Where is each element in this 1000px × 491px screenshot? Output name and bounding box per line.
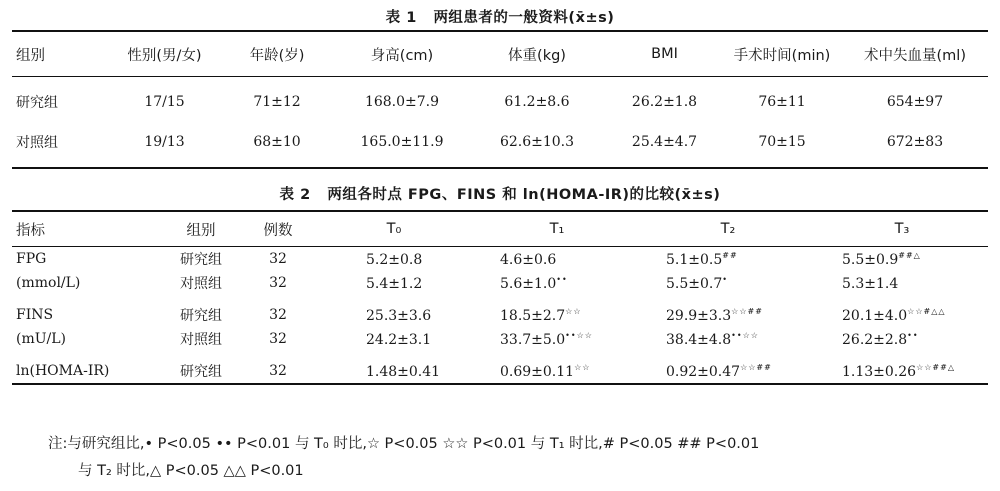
value-text: 20.1±4.0 (842, 307, 908, 324)
table1-cell: 61.2±8.6 (504, 94, 570, 110)
significance-mark: ☆☆#△△ (907, 306, 946, 316)
value-text: 0.92±0.47 (666, 363, 741, 380)
value-cell-t2 (640, 271, 816, 295)
table1-header-row (12, 31, 988, 77)
indicator-name: FPG (16, 251, 47, 267)
value-text: 1.13±0.26 (842, 363, 917, 380)
table2-header-row (12, 211, 988, 247)
value-cell-t1 (474, 295, 640, 327)
table1-caption-end: ±s) (585, 10, 615, 26)
value-text: 33.7±5.0 (500, 331, 566, 348)
table2-header-cell: T₀ (314, 211, 474, 247)
group-cell: 对照组 (180, 332, 222, 348)
table1-header-cell: 手术时间(min) (722, 31, 842, 77)
table2-row (12, 247, 988, 272)
value-cell-t1 (474, 271, 640, 295)
value-cell-t0 (314, 271, 474, 295)
value-cell-t2 (640, 247, 816, 272)
significance-mark: ••☆☆ (565, 330, 593, 340)
table1-header-cell: 身高(cm) (337, 31, 467, 77)
significance-mark: • (722, 274, 728, 284)
table1-cell: 672±83 (886, 134, 944, 150)
value-text: 5.5±0.7 (666, 275, 723, 292)
table1-header-cell: 体重(kg) (467, 31, 607, 77)
table1-cell: 研究组 (16, 95, 58, 111)
significance-mark: ☆☆ (565, 306, 582, 316)
value-cell-t3 (816, 271, 988, 295)
value-text: 5.1±0.5 (666, 251, 723, 268)
table1-cell: 71±12 (253, 94, 301, 110)
value-text: 29.9±3.3 (666, 307, 732, 324)
table1-cell: 26.2±1.8 (631, 94, 698, 110)
group-cell: 对照组 (180, 276, 222, 292)
group-cell: 研究组 (180, 252, 222, 268)
value-text: 18.5±2.7 (500, 307, 566, 324)
indicator-unit: (mmol/L) (16, 275, 81, 291)
table1-caption-text: 两组患者的一般资料( (433, 10, 576, 26)
value-cell-t3 (816, 351, 988, 384)
table2-row (12, 295, 988, 327)
significance-mark: ☆☆##△ (916, 362, 955, 372)
count-cell: 32 (269, 275, 287, 291)
table1-header-cell: 组别 (12, 31, 112, 77)
table2-header-cell: T₂ (640, 211, 816, 247)
significance-mark: ☆☆ (574, 362, 591, 372)
table2-caption-stat: x̄ (681, 187, 692, 203)
significance-mark: ## (722, 250, 738, 260)
value-text: 4.6±0.6 (500, 251, 557, 268)
significance-mark: •• (907, 330, 919, 340)
value-cell-t2 (640, 327, 816, 351)
count-cell: 32 (269, 251, 287, 267)
table1-cell: 165.0±11.9 (360, 134, 444, 150)
value-cell-t3 (816, 327, 988, 351)
table1-cell: 76±11 (758, 94, 806, 110)
value-text: 38.4±4.8 (666, 331, 732, 348)
table1-cell: 19/13 (144, 134, 185, 150)
table2-header-cell: T₁ (474, 211, 640, 247)
significance-mark: ☆☆## (731, 306, 763, 316)
table1-caption-stat: x̄ (575, 10, 586, 26)
table2-header-cell: 例数 (242, 211, 314, 247)
table2-header-cell: 组别 (160, 211, 242, 247)
value-text: 5.2±0.8 (366, 251, 423, 268)
value-cell-t1 (474, 351, 640, 384)
table1-cell: 70±15 (758, 134, 806, 150)
table2-caption-text: 两组各时点 FPG、FINS 和 ln(HOMA-IR)的比较( (327, 187, 682, 203)
value-text: 5.5±0.9 (842, 251, 899, 268)
value-cell-t0 (314, 247, 474, 272)
value-text: 24.2±3.1 (366, 331, 432, 348)
group-cell: 研究组 (180, 308, 222, 324)
indicator-name: ln(HOMA-IR) (16, 363, 110, 379)
table-footnote-line2: 与 T₂ 时比,△ P<0.05 △△ P<0.01 (78, 463, 304, 479)
value-text: 5.3±1.4 (842, 275, 899, 292)
count-cell: 32 (269, 363, 287, 379)
value-cell-t1 (474, 247, 640, 272)
table2-row (12, 351, 988, 384)
significance-mark: ☆☆## (740, 362, 772, 372)
table1-header-cell: 年龄(岁) (217, 31, 337, 77)
group-cell: 研究组 (180, 364, 222, 380)
value-cell-t3 (816, 295, 988, 327)
table1-header-cell: BMI (607, 31, 722, 77)
table2-row (12, 271, 988, 295)
table1-cell: 对照组 (16, 135, 58, 151)
value-cell-t0 (314, 327, 474, 351)
indicator-name: FINS (16, 307, 54, 323)
value-text: 26.2±2.8 (842, 331, 908, 348)
table1-cell: 654±97 (886, 94, 944, 110)
value-cell-t0 (314, 351, 474, 384)
table1-row (12, 77, 988, 124)
table1-caption-label: 表 1 (385, 10, 417, 26)
table2-body (12, 247, 988, 385)
value-text: 25.3±3.6 (366, 307, 432, 324)
table1-row (12, 123, 988, 168)
table2-header-cell: 指标 (12, 211, 160, 247)
comparison-table (12, 210, 988, 385)
general-data-table (12, 30, 988, 169)
value-text: 0.69±0.11 (500, 363, 575, 380)
value-text: 5.6±1.0 (500, 275, 557, 292)
table2-caption-end: ±s) (691, 187, 721, 203)
table1-cell: 168.0±7.9 (364, 94, 440, 110)
count-cell: 32 (269, 307, 287, 323)
value-cell-t1 (474, 327, 640, 351)
value-text: 5.4±1.2 (366, 275, 423, 292)
value-cell-t0 (314, 295, 474, 327)
value-cell-t3 (816, 247, 988, 272)
table1-cell: 25.4±4.7 (631, 134, 698, 150)
table-footnote-line1: 注:与研究组比,• P<0.05 •• P<0.01 与 T₀ 时比,☆ P<0.05 ☆☆ P<0.01 与 T₁ 时比,# P<0.05 ## P<0.01 (48, 436, 760, 452)
table2-caption-label: 表 2 (279, 187, 311, 203)
table2-header-cell: T₃ (816, 211, 988, 247)
indicator-unit: (mU/L) (16, 331, 67, 347)
significance-mark: ##△ (898, 250, 921, 260)
significance-mark: •• (556, 274, 568, 284)
table1-caption (0, 6, 1000, 27)
value-cell-t2 (640, 351, 816, 384)
table1-header-cell: 术中失血量(ml) (842, 31, 988, 77)
value-cell-t2 (640, 295, 816, 327)
table1-cell: 62.6±10.3 (499, 134, 575, 150)
table1-header-cell: 性别(男/女) (112, 31, 217, 77)
count-cell: 32 (269, 331, 287, 347)
table1-cell: 17/15 (144, 94, 185, 110)
table2-caption (0, 183, 1000, 204)
table2-row (12, 327, 988, 351)
significance-mark: ••☆☆ (731, 330, 759, 340)
value-text: 1.48±0.41 (366, 363, 441, 380)
table1-cell: 68±10 (253, 134, 301, 150)
